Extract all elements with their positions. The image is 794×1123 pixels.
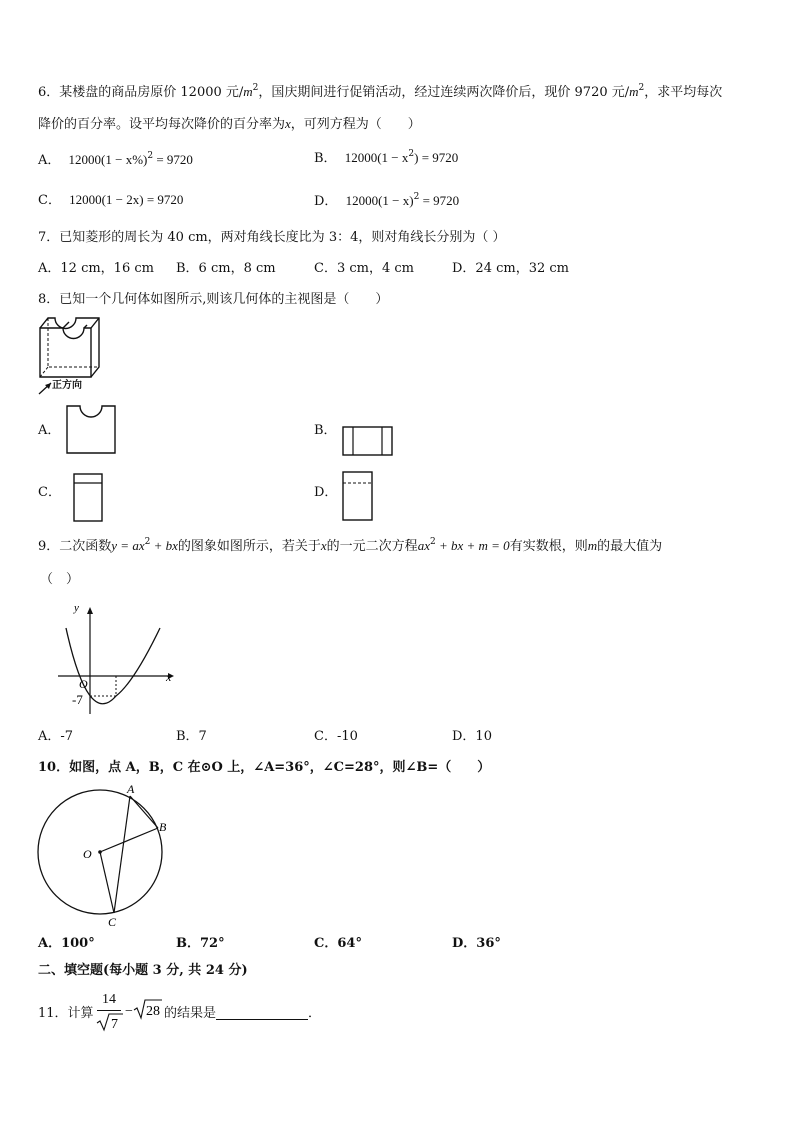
q11-suffix-text: 的结果是 xyxy=(164,1006,217,1021)
q6-unit: m xyxy=(243,84,253,99)
q9-func: y = ax xyxy=(111,538,145,553)
q9-text: 的一元二次方程 xyxy=(326,539,418,554)
segment-ac xyxy=(114,796,130,913)
option-label: A． xyxy=(38,153,61,168)
q8-option-a-label[interactable]: A． xyxy=(38,423,61,438)
point-c-label: C xyxy=(108,915,117,929)
q11-denominator: 7 xyxy=(111,1017,118,1032)
option-label: C． xyxy=(38,193,61,208)
q9-text: 的最大值为 xyxy=(597,539,663,554)
graph-x-label: x xyxy=(166,670,172,684)
q7-option-a[interactable]: A．12 cm，16 cm xyxy=(38,261,154,276)
option-label: D． xyxy=(314,194,338,209)
option-expr: 12000(1 − x) xyxy=(345,193,414,208)
q6-text: ，求平均每次 xyxy=(644,85,723,100)
option-expr: 12000 xyxy=(344,150,378,165)
q8-option-c-label[interactable]: C． xyxy=(38,485,61,500)
point-a-label: A xyxy=(127,782,135,796)
graph-min-label: -7 xyxy=(72,692,83,707)
q6-exp: 2 xyxy=(252,83,259,93)
q9-var: x xyxy=(320,538,327,553)
q8-option-b-figure[interactable] xyxy=(342,426,393,456)
point-o-label: O xyxy=(83,847,92,861)
option-label: B． xyxy=(314,151,337,166)
option-exp: 2 xyxy=(413,192,420,202)
q11-radical xyxy=(133,998,163,1020)
q10-option-a[interactable]: A．100° xyxy=(38,936,95,951)
q11-radicand: 28 xyxy=(146,1004,160,1019)
q10-option-d[interactable]: D．36° xyxy=(452,936,501,951)
q9-text: 9．二次函数 xyxy=(38,539,112,554)
q10-option-c[interactable]: C．64° xyxy=(314,936,362,951)
q6-option-a[interactable] xyxy=(38,152,193,167)
q6-stem-line2 xyxy=(38,117,421,131)
q9-var: m xyxy=(587,538,598,553)
q9-func: + bx xyxy=(150,538,178,553)
graph-y-label: y xyxy=(74,602,79,614)
q9-stem xyxy=(38,538,662,553)
q8-option-d-label[interactable]: D． xyxy=(314,485,338,500)
q11-numerator: 14 xyxy=(102,992,116,1007)
q7-option-c[interactable]: C．3 cm，4 cm xyxy=(314,261,414,276)
option-expr: (1 − x xyxy=(377,150,409,165)
option-exp: 2 xyxy=(408,149,415,159)
q11-fraction-bar xyxy=(97,1010,121,1011)
q6-text: ，国庆期间进行促销活动，经过连续两次降价后，现价 9720 元/ xyxy=(258,85,630,100)
q10-stem: 10．如图，点 A，B，C 在⊙O 上，∠A=36°，∠C=28°，则∠B=（ ） xyxy=(38,760,491,775)
option-expr: 12000(1 − 2x) = 9720 xyxy=(69,192,184,207)
q8-direction-label: 正方向 xyxy=(52,380,82,391)
option-expr: 12000(1 − x%) xyxy=(68,152,148,167)
q9-exp: 2 xyxy=(144,537,151,547)
q6-option-d[interactable] xyxy=(314,193,459,208)
q6-exp: 2 xyxy=(638,83,645,93)
q6-option-b[interactable] xyxy=(314,150,458,165)
q11-answer-blank[interactable] xyxy=(216,1007,308,1020)
q9-option-a[interactable]: A．-7 xyxy=(38,729,74,744)
option-expr: = 9720 xyxy=(419,193,460,208)
q8-option-a-figure[interactable] xyxy=(66,405,116,454)
q9-exp: 2 xyxy=(429,537,436,547)
q6-text: 6．某楼盘的商品房原价 12000 元/ xyxy=(38,85,244,100)
q7-option-b[interactable]: B．6 cm，8 cm xyxy=(176,261,276,276)
q11-suffix xyxy=(164,1007,321,1020)
section-heading: 二、填空题(每小题 3 分, 共 24 分) xyxy=(38,963,248,978)
q9-parabola-graph xyxy=(54,600,179,718)
graph-origin-label: O xyxy=(79,677,88,691)
q10-circle-figure xyxy=(34,780,184,930)
point-b-label: B xyxy=(159,820,167,834)
q9-option-d[interactable]: D．10 xyxy=(452,729,492,744)
option-expr: = 9720 xyxy=(153,152,193,167)
option-expr: ) = 9720 xyxy=(414,150,459,165)
q11-prefix: 11．计算 xyxy=(38,1006,94,1021)
q9-text: 的图象如图所示，若关于 xyxy=(177,539,321,554)
q6-stem-line1 xyxy=(38,84,722,99)
q7-stem: 7．已知菱形的周长为 40 cm，两对角线长度比为 3：4，则对角线长分别为（ ） xyxy=(38,230,506,245)
q7-option-d[interactable]: D．24 cm，32 cm xyxy=(452,261,569,276)
segment-bo xyxy=(100,828,158,852)
q6-text: ，可列方程为（ ） xyxy=(290,117,421,132)
q11-minus: − xyxy=(125,1004,133,1019)
q9-answer-paren: （ ） xyxy=(40,572,80,587)
q8-option-c-figure[interactable] xyxy=(73,473,103,522)
q6-unit: m xyxy=(629,84,639,99)
q8-stem: 8．已知一个几何体如图所示,则该几何体的主视图是（ ） xyxy=(38,292,389,307)
q10-option-b[interactable]: B．72° xyxy=(176,936,225,951)
q9-eq: ax xyxy=(417,538,430,553)
q6-var: x xyxy=(285,116,291,131)
q11-end: ． xyxy=(308,1006,322,1021)
segment-ab xyxy=(130,796,158,828)
q11-denominator-radical xyxy=(96,1012,124,1032)
segment-oc xyxy=(100,852,114,913)
q9-text: 有实数根，则 xyxy=(509,539,588,554)
option-exp: 2 xyxy=(147,151,154,161)
q9-eq: + bx + m = 0 xyxy=(435,538,510,553)
q8-option-d-figure[interactable] xyxy=(342,471,373,521)
y-axis-arrow-icon xyxy=(87,607,93,614)
q6-option-c[interactable] xyxy=(38,193,183,207)
q6-text: 降价的百分率。设平均每次降价的百分率为 xyxy=(38,117,286,132)
q9-option-c[interactable]: C．-10 xyxy=(314,729,358,744)
q9-option-b[interactable]: B．7 xyxy=(176,729,207,744)
q8-option-b-label[interactable]: B． xyxy=(314,423,337,438)
